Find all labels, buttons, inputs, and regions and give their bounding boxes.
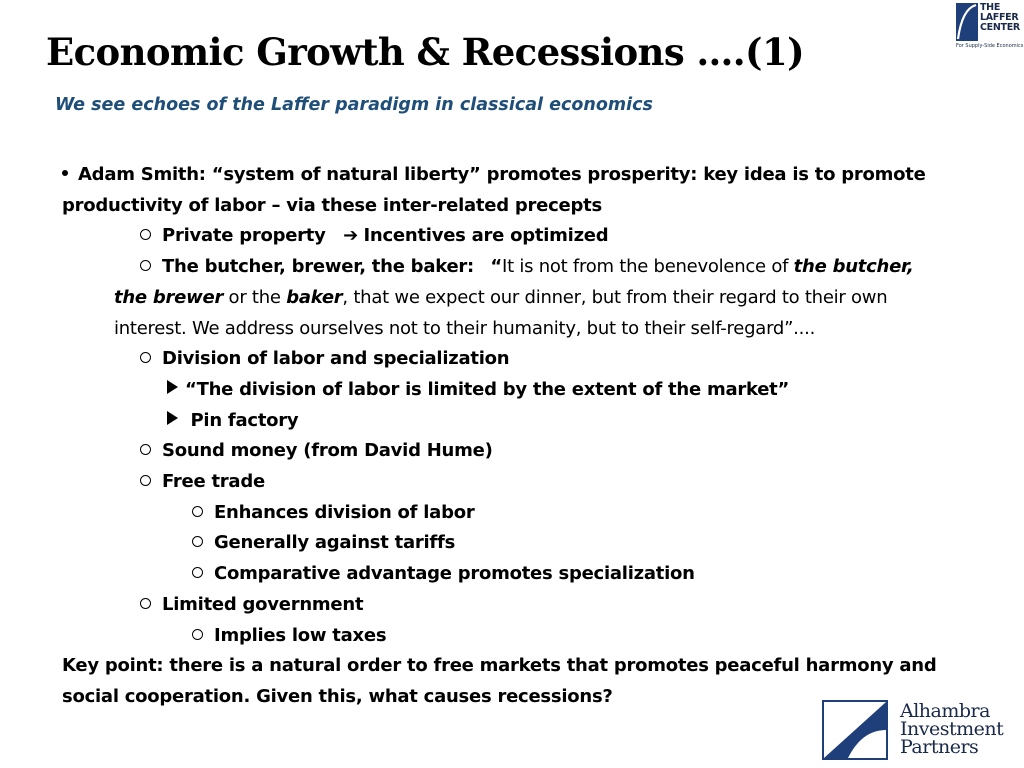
sub-item-government-1 xyxy=(62,621,1017,652)
sub-item-trade-2 xyxy=(62,528,1017,559)
list-item-butcher xyxy=(62,252,1017,283)
intro-text-line2: productivity of labor – via these inter-related precepts xyxy=(62,194,602,216)
list-item-government xyxy=(62,590,1017,621)
intro-text-line1: Adam Smith: “system of natural liberty” promotes prosperity: key idea is to promote xyxy=(78,164,926,185)
trade-sub-text-3: Comparative advantage promotes specialization xyxy=(214,563,695,585)
right-arrow-icon: ➔ xyxy=(331,225,358,247)
quote-continuation-2 xyxy=(62,314,1017,345)
quote-text-3: , that we expect our dinner, but from their regard to their own xyxy=(342,286,888,308)
quote-text-2: or the xyxy=(223,286,287,308)
laffer-logo-tagline: For Supply-Side Economics xyxy=(956,43,1024,49)
quote-text-4: interest. We address ourselves not to their humanity, but to their self-regard”.... xyxy=(114,317,816,339)
division-label: Division of labor and specialization xyxy=(162,348,510,370)
circle-bullet-icon xyxy=(140,260,151,271)
incentives-label: Incentives are optimized xyxy=(363,225,609,247)
slide-subtitle: We see echoes of the Laffer paradigm in classical economics xyxy=(55,95,653,115)
laffer-logo-line1: THE xyxy=(980,2,1001,13)
quote-continuation-1 xyxy=(62,283,1017,314)
circle-bullet-icon xyxy=(192,536,203,547)
quote-brewer: the brewer xyxy=(114,286,224,308)
trade-sub-text-2: Generally against tariffs xyxy=(214,532,456,554)
slide-title: Economic Growth & Recessions ….(1) xyxy=(46,30,804,74)
sub-item-division-quote xyxy=(62,375,1017,406)
government-sub-text-1: Implies low taxes xyxy=(214,624,387,646)
pin-factory-text: Pin factory xyxy=(190,409,299,431)
private-property-label: Private property xyxy=(162,225,326,247)
circle-bullet-icon xyxy=(140,475,151,486)
division-quote-text: “The division of labor is limited by the extent of the market” xyxy=(185,378,790,400)
alhambra-mark-icon xyxy=(822,700,888,760)
alhambra-line3: Partners xyxy=(900,736,979,758)
quote-baker: baker xyxy=(286,286,343,308)
laffer-curve-icon xyxy=(956,3,978,41)
circle-bullet-icon xyxy=(192,567,203,578)
key-point-text-1: Key point: there is a natural order to free markets that promotes peaceful harmony and xyxy=(62,655,937,677)
bullet-dot-icon xyxy=(62,170,68,176)
trade-sub-text-1: Enhances division of labor xyxy=(214,501,475,523)
arrow-bullet-icon xyxy=(167,380,178,394)
intro-bullet xyxy=(62,160,1017,191)
circle-bullet-icon xyxy=(140,598,151,609)
key-point-line1 xyxy=(62,651,1017,682)
quote-text-1: It is not from the benevolence of xyxy=(502,256,794,278)
butcher-label: The butcher, brewer, the baker: xyxy=(162,256,474,278)
quote-open-mark: “ xyxy=(490,256,503,278)
slide-body xyxy=(62,160,1017,713)
sub-item-trade-3 xyxy=(62,559,1017,590)
money-label: Sound money (from David Hume) xyxy=(162,440,493,462)
alhambra-line2: Investment xyxy=(900,718,1004,740)
circle-bullet-icon xyxy=(140,444,151,455)
circle-bullet-icon xyxy=(140,229,151,240)
circle-bullet-icon xyxy=(192,506,203,517)
alhambra-logo xyxy=(822,700,1022,762)
list-item-trade xyxy=(62,467,1017,498)
sub-item-trade-1 xyxy=(62,498,1017,529)
alhambra-logo-text xyxy=(900,702,1003,756)
arrow-bullet-icon xyxy=(167,411,178,425)
alhambra-line1: Alhambra xyxy=(900,700,990,722)
list-item-private-property xyxy=(62,221,1017,252)
quote-butcher: the butcher, xyxy=(793,256,914,278)
circle-bullet-icon xyxy=(140,352,151,363)
circle-bullet-icon xyxy=(192,629,203,640)
list-item-division xyxy=(62,344,1017,375)
laffer-logo-line2: LAFFER xyxy=(980,12,1019,23)
laffer-logo-line3: CENTER xyxy=(980,22,1020,33)
laffer-logo-text xyxy=(980,3,1020,33)
intro-bullet-continuation xyxy=(62,191,1017,222)
key-point-text-2: social cooperation. Given this, what causes recessions? xyxy=(62,685,613,707)
laffer-center-logo xyxy=(956,3,1022,49)
government-label: Limited government xyxy=(162,593,364,615)
list-item-money xyxy=(62,436,1017,467)
trade-label: Free trade xyxy=(162,471,265,493)
sub-item-pin-factory xyxy=(62,406,1017,437)
